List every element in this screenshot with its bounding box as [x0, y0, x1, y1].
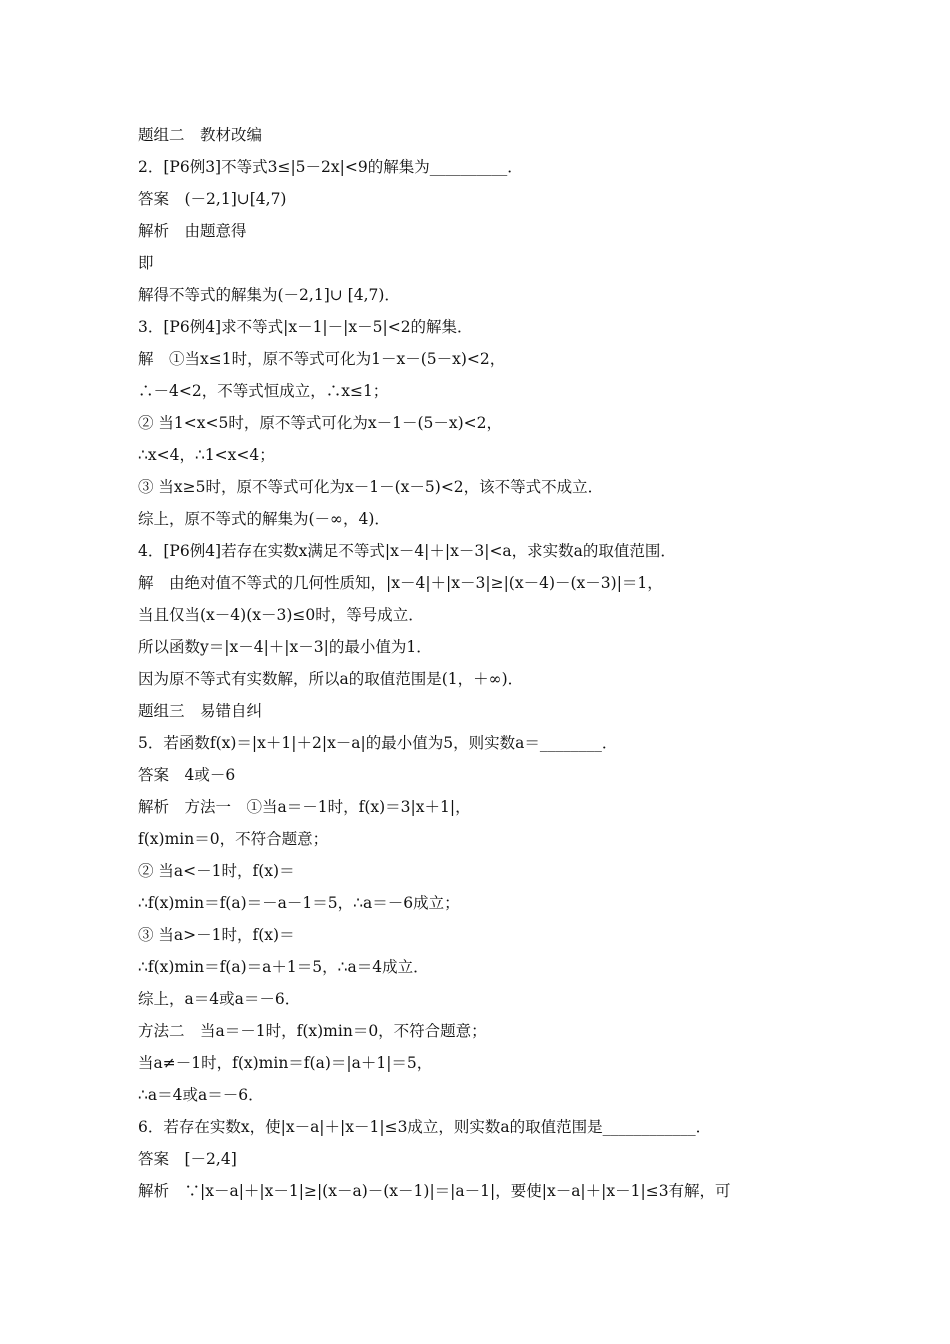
analysis-6-line-1: 解析 ∵|x－a|＋|x－1|≥|(x－a)－(x－1)|＝|a－1|，要使|x－a|＋|x－1|≤3有解，可: [138, 1182, 731, 1200]
answer-2: 答案 (－2,1]∪[4,7): [138, 190, 287, 208]
solution-4-line-1: 解 由绝对值不等式的几何性质知，|x－4|＋|x－3|≥|(x－4)－(x－3)|＝1，: [138, 574, 663, 592]
solution-3-line-6: 综上，原不等式的解集为(－∞，4)．: [138, 510, 390, 528]
solution-3-line-4: ∴x<4，∴1<x<4；: [138, 446, 275, 464]
solution-4-line-4: 因为原不等式有实数解，所以a的取值范围是(1，＋∞)．: [138, 670, 524, 688]
analysis-5-line-5: ③ 当a>－1时，f(x)＝: [138, 926, 295, 944]
answer-6: 答案 [－2,4]: [138, 1150, 237, 1168]
analysis-5-line-1: 解析 方法一 ①当a＝－1时，f(x)＝3|x＋1|，: [138, 798, 471, 816]
analysis-5-line-9: 当a≠－1时，f(x)min＝f(a)＝|a＋1|＝5，: [138, 1054, 433, 1072]
question-5: 5．若函数f(x)＝|x＋1|＋2|x－a|的最小值为5，则实数a＝________．: [138, 734, 618, 752]
question-6: 6．若存在实数x，使|x－a|＋|x－1|≤3成立，则实数a的取值范围是____________．: [138, 1118, 712, 1136]
solution-4-line-2: 当且仅当(x－4)(x－3)≤0时，等号成立．: [138, 606, 424, 624]
solution-3-line-5: ③ 当x≥5时，原不等式可化为x－1－(x－5)<2，该不等式不成立．: [138, 478, 604, 496]
question-3: 3．[P6例4]求不等式|x－1|－|x－5|<2的解集．: [138, 318, 473, 336]
solution-4-line-3: 所以函数y＝|x－4|＋|x－3|的最小值为1．: [138, 638, 432, 656]
section-heading: 题组二 教材改编: [138, 126, 263, 144]
analysis-2-line-1: 解析 由题意得: [138, 222, 247, 240]
section-heading: 题组三 易错自纠: [138, 702, 263, 720]
analysis-5-line-4: ∴f(x)min＝f(a)＝－a－1＝5，∴a＝－6成立；: [138, 894, 460, 912]
analysis-2-line-3: 解得不等式的解集为(－2,1]∪ [4,7)．: [138, 286, 400, 304]
analysis-5-line-8: 方法二 当a＝－1时，f(x)min＝0，不符合题意；: [138, 1022, 487, 1040]
solution-3-line-3: ② 当1<x<5时，原不等式可化为x－1－(5－x)<2，: [138, 414, 503, 432]
analysis-5-line-3: ② 当a<－1时，f(x)＝: [138, 862, 295, 880]
answer-5: 答案 4或－6: [138, 766, 236, 784]
analysis-5-line-2: f(x)min＝0，不符合题意；: [138, 830, 329, 848]
analysis-5-line-7: 综上，a＝4或a＝－6．: [138, 990, 301, 1008]
question-2: 2．[P6例3]不等式3≤|5－2x|<9的解集为__________．: [138, 158, 523, 176]
analysis-2-line-2: 即: [138, 254, 154, 272]
analysis-5-line-10: ∴a＝4或a＝－6．: [138, 1086, 264, 1104]
solution-3-line-2: ∴－4<2，不等式恒成立，∴x≤1；: [138, 382, 389, 400]
solution-3-line-1: 解 ①当x≤1时，原不等式可化为1－x－(5－x)<2，: [138, 350, 506, 368]
analysis-5-line-6: ∴f(x)min＝f(a)＝a＋1＝5，∴a＝4成立．: [138, 958, 429, 976]
question-4: 4．[P6例4]若存在实数x满足不等式|x－4|＋|x－3|<a，求实数a的取值范围．: [138, 542, 676, 560]
